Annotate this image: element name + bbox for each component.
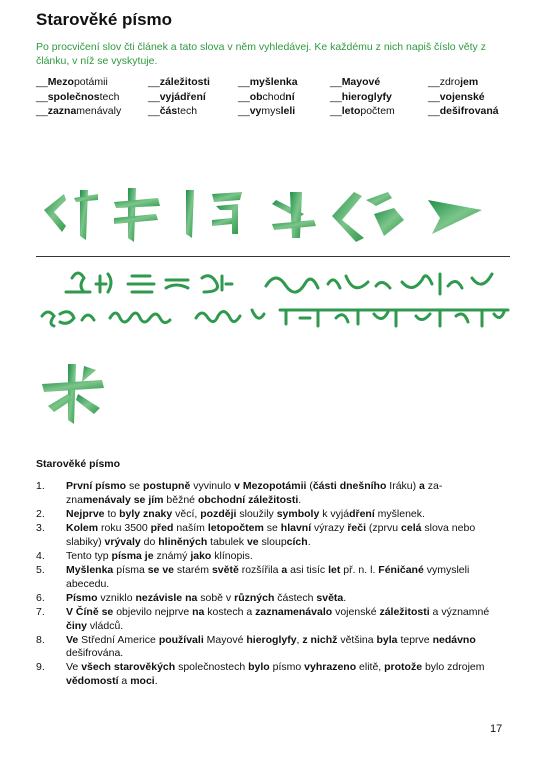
sentence-item: 1. První písmo se postupně vyvinulo v Mezopotámii (části dnešního Iráku) a za-znamenávaly se jím běžné obchodní záležitosti. [36,480,443,506]
answer-blank[interactable]: __ [238,90,250,103]
word-item: __záležitosti [148,76,210,88]
sentence-number: 6. [36,591,45,604]
article-title: Starověké písmo [36,458,121,470]
word-item: __společnostech [36,90,120,103]
page-number: 17 [490,723,503,735]
article-sentences [36,480,506,689]
answer-blank[interactable]: __ [428,90,440,103]
sentence-number: 4. [36,549,45,562]
sentence-item: 8. Ve Střední Americe používali Mayové hieroglyfy, z nichž většina byla teprve nedávno dešifrována. [36,633,476,660]
answer-blank[interactable]: __ [238,76,250,88]
cuneiform-sign-illustration [38,360,110,428]
sentence-number: 9. [36,661,45,674]
sentence-number: 3. [36,521,45,534]
sentence-item: 3. Kolem roku 3500 před naším letopočtem se hlavní výrazy řeči (zprvu celá slova nebo slabiky) vrývaly do hliněných tabulek ve sloupcích. [36,521,476,548]
sentence-item: 2. Nejprve to byly znaky věcí, později sloužily symboly k vyjádření myšlenek. [36,507,425,520]
answer-blank[interactable]: __ [428,105,440,117]
sentence-item: 9. Ve všech starověkých společnostech bylo písmo vyhrazeno elitě, protože bylo zdrojem vědomostí a moci. [36,661,485,688]
word-item: __vyjádření [148,90,206,103]
word-item: __letopočtem [330,105,395,117]
answer-blank[interactable]: __ [330,76,342,88]
page-title: Starověké písmo [36,10,173,29]
answer-blank[interactable]: __ [148,105,160,117]
answer-blank[interactable]: __ [36,76,48,88]
divider [36,256,510,257]
word-item: __vymysleli [238,105,296,117]
word-item: __myšlenka [238,76,298,88]
instructions: Po procvičení slov čti článek a tato slova v něm vyhledávej. Ke každému z nich napiš číslo věty z článku, v níž se vyskytuje. [36,41,486,67]
sentence-item: 5. Myšlenka písma se ve starém světě rozšířila a asi tisíc let př. n. l. Féničané vymysleli abecedu. [36,563,470,590]
sentence-number: 8. [36,633,45,646]
word-item: __Mayové [330,76,381,88]
answer-blank[interactable]: __ [238,105,250,117]
answer-blank[interactable]: __ [148,76,160,88]
answer-blank[interactable]: __ [36,105,48,117]
sentence-number: 2. [36,507,45,520]
word-item: __hieroglyfy [330,90,392,103]
cuneiform-illustration [36,180,510,250]
word-item: __zaznamenávaly [36,105,122,117]
answer-blank[interactable]: __ [330,90,342,103]
word-item: __vojenské [428,90,485,103]
word-item: __zdrojem [428,76,479,88]
word-item: __částech [148,105,198,117]
ancient-scripts-illustration [36,264,510,340]
answer-blank[interactable]: __ [148,90,160,103]
sentence-number: 7. [36,605,45,618]
sentence-item: 7. V Číně se objevilo nejprve na kostech a zaznamenávalo vojenské záležitosti a významné činy vládců. [36,605,490,632]
answer-blank[interactable]: __ [36,90,48,103]
word-list [36,76,516,119]
sentence-item: 6. Písmo vzniklo nezávisle na sobě v různých částech světa. [36,591,347,604]
word-item: __Mezopotámii [36,76,108,88]
word-item: __obchodní [238,90,295,103]
answer-blank[interactable]: __ [330,105,342,117]
sentence-item: 4. Tento typ písma je známý jako klínopis. [36,549,253,562]
word-item: __dešifrovaná [428,105,499,117]
answer-blank[interactable]: __ [428,76,440,88]
sentence-number: 1. [36,480,45,492]
sentence-number: 5. [36,563,45,576]
